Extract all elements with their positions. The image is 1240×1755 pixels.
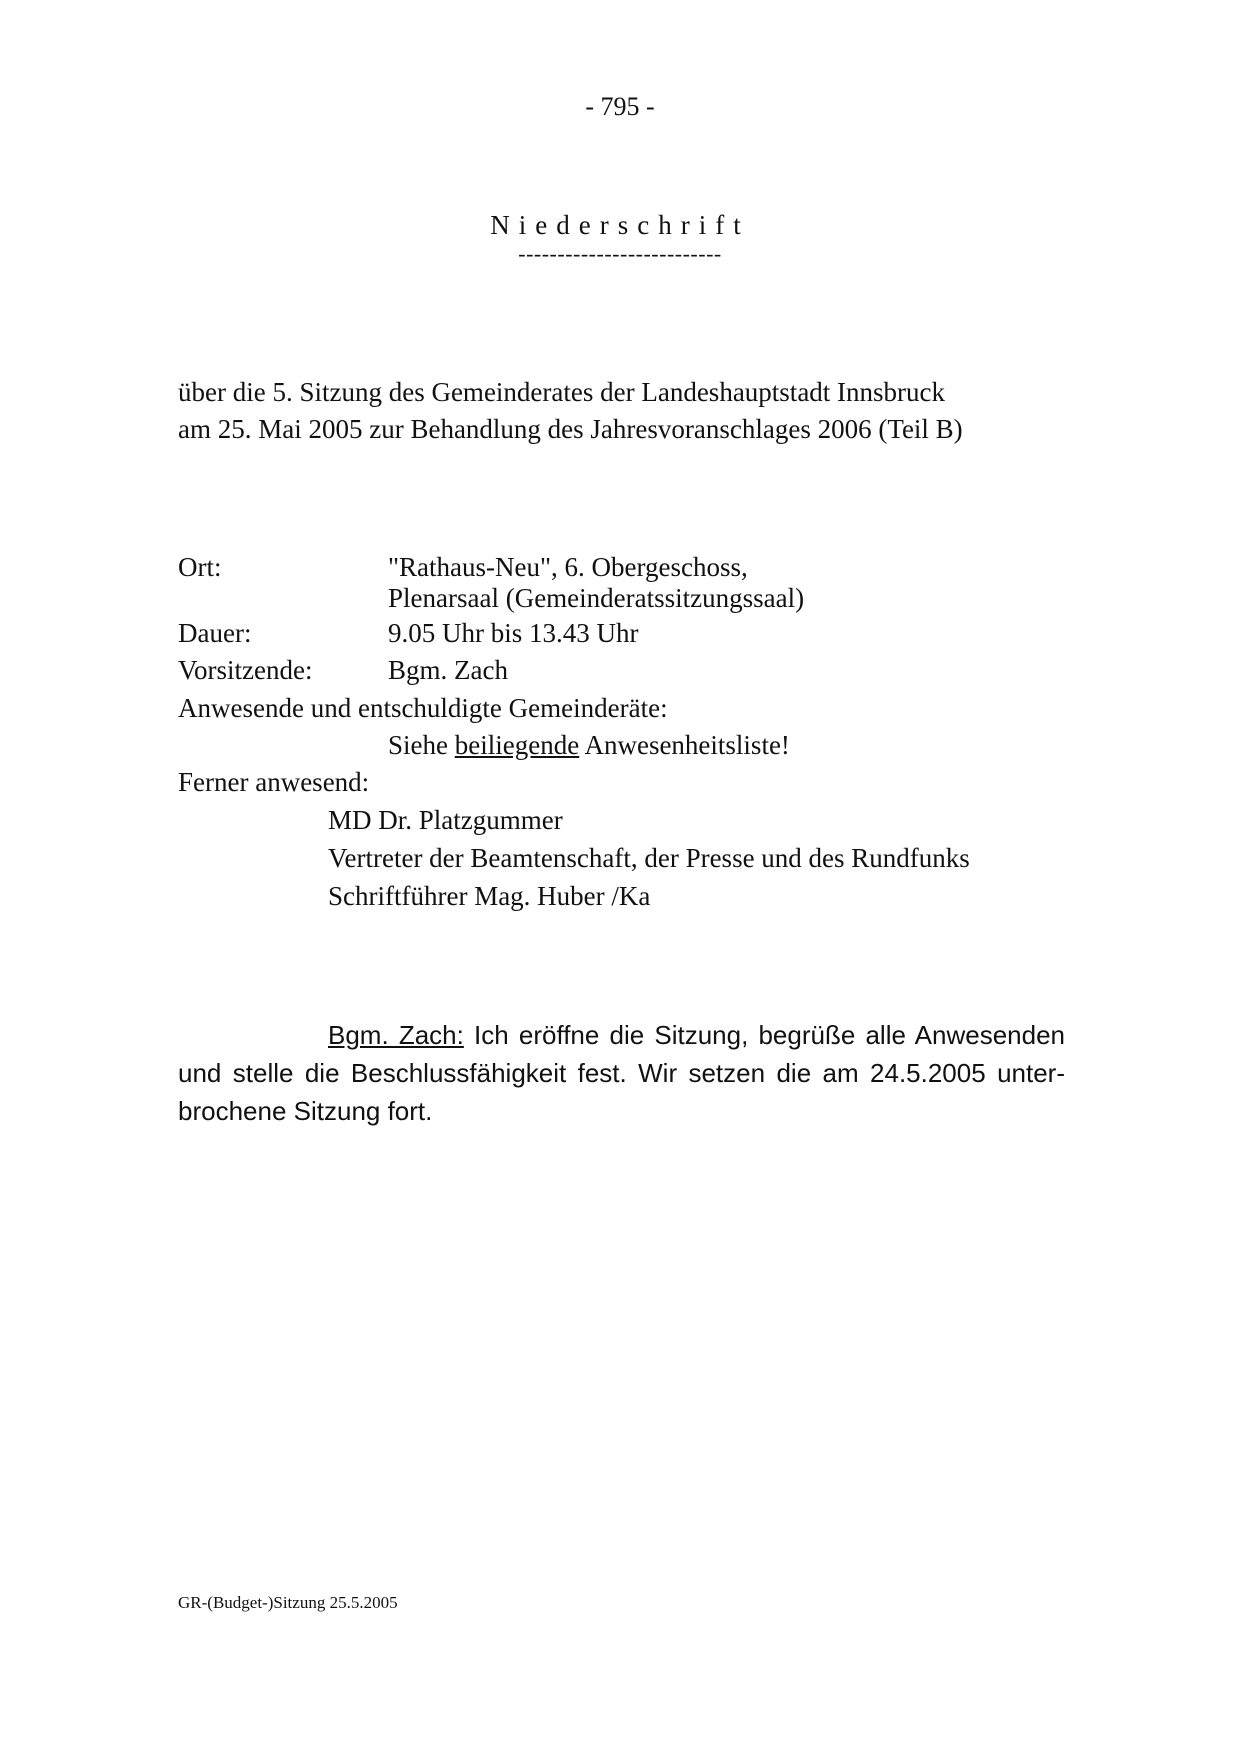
title-underline-rule: --------------------------	[518, 241, 722, 266]
anwesende-value	[388, 730, 790, 761]
statement-text-1: Ich eröffne die Sitzung, begrüße alle Anwesenden	[463, 1020, 1065, 1050]
vorsitz-value: Bgm. Zach	[388, 655, 508, 685]
dauer-value: 9.05 Uhr bis 13.43 Uhr	[388, 618, 639, 648]
intro-line-2: am 25. Mai 2005 zur Behandlung des Jahresvoranschlages 2006 (Teil B)	[178, 414, 963, 444]
dauer-label: Dauer:	[178, 618, 252, 648]
opening-statement	[178, 1016, 1065, 1130]
intro-line-1: über die 5. Sitzung des Gemeinderates der Landeshauptstadt Innsbruck	[178, 377, 946, 407]
speaker-name: Bgm. Zach:	[328, 1020, 464, 1050]
statement-line-2: und stelle die Beschlussfähigkeit fest. Wir setzen die am 24.5.2005 unter-	[178, 1058, 1065, 1088]
anwesende-label: Anwesende und entschuldigte Gemeinderäte:	[178, 693, 668, 723]
ferner-item: Schriftführer Mag. Huber /Ka	[328, 881, 651, 911]
ort-value-line-2: Plenarsaal (Gemeinderatssitzungssaal)	[388, 583, 805, 613]
statement-line-1	[178, 1016, 1065, 1054]
document-title: Niederschrift	[490, 210, 750, 240]
footer-text: GR-(Budget-)Sitzung 25.5.2005	[178, 1593, 398, 1612]
anwesende-prefix: Siehe	[388, 730, 455, 760]
anwesende-suffix: Anwesenheitsliste!	[579, 730, 790, 760]
ferner-label: Ferner anwesend:	[178, 767, 370, 797]
ort-value-line-1: "Rathaus-Neu", 6. Obergeschoss,	[388, 552, 748, 582]
vorsitz-label: Vorsitzende:	[178, 655, 313, 685]
statement-line-3: brochene Sitzung fort.	[178, 1096, 433, 1126]
ferner-item: Vertreter der Beamtenschaft, der Presse und des Rundfunks	[328, 843, 970, 873]
anwesende-underlined-word: beiliegende	[454, 730, 580, 760]
ort-label: Ort:	[178, 552, 222, 582]
ferner-item: MD Dr. Platzgummer	[328, 805, 563, 835]
page-number: - 795 -	[585, 92, 655, 121]
